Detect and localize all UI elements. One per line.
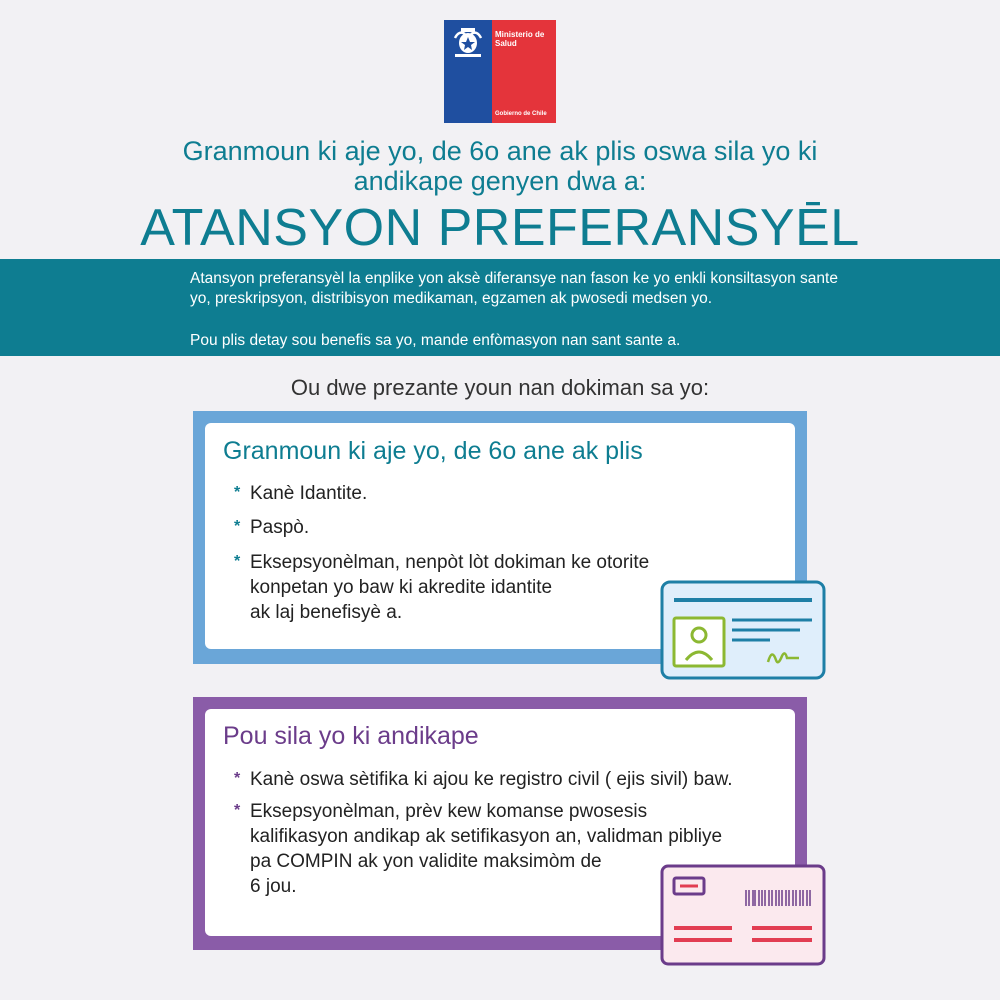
list-item: Kanè Idantite. — [250, 483, 368, 504]
bullet-icon: * — [234, 553, 241, 570]
bullet-icon: * — [234, 518, 241, 535]
bullet-icon: * — [234, 802, 241, 819]
info-paragraph: Atansyon preferansyèl la enplike yon aksè diferansye nan fason ke yo enkli konsiltasyon sante yo, preskripsyon, distribisyon medikaman, egzamen ak pwosedi medsen yo. — [190, 270, 838, 307]
documents-intro: Ou dwe prezante youn nan dokiman sa yo: — [290, 375, 710, 400]
ministry-logo — [444, 20, 556, 123]
certificate-icon — [660, 864, 826, 966]
bullet-icon: * — [234, 484, 241, 501]
logo-ministry-text: Ministerio de Salud — [495, 30, 545, 48]
disabled-box-title: Pou sila yo ki andikape — [223, 722, 479, 750]
logo-government-text: Gobierno de Chile — [495, 111, 547, 117]
info-band — [0, 259, 1000, 356]
info-paragraph-details: Pou plis detay sou benefis sa yo, mande enfòmasyon nan sant sante a. — [190, 332, 681, 349]
list-item: Eksepsyonèlman, prèv kew komanse pwosesis — [250, 801, 648, 822]
page-subtitle: Granmoun ki aje yo, de 6o ane ak plis oswa sila yo ki andikape genyen dwa a: — [182, 136, 818, 196]
id-card-icon — [660, 580, 826, 680]
list-item: Eksepsyonèlman, nenpòt lòt dokiman ke otorite — [250, 552, 650, 573]
list-item-continuation: ak laj benefisyè a. — [250, 602, 403, 623]
list-item-continuation: 6 jou. — [250, 876, 297, 897]
list-item: Paspò. — [250, 517, 310, 538]
bullet-icon: * — [234, 770, 241, 787]
list-item-continuation: konpetan yo baw ki akredite idantite — [250, 577, 553, 598]
list-item-continuation: kalifikasyon andikap ak setifikasyon an, validman pibliye — [250, 826, 723, 847]
chile-coat-of-arms-icon — [449, 24, 487, 60]
elderly-box-title: Granmoun ki aje yo, de 6o ane ak plis — [223, 437, 643, 465]
list-item-continuation: pa COMPIN ak yon validite maksimòm de — [250, 851, 602, 872]
page-title: ATANSYON PREFERANSYĒL — [140, 199, 860, 257]
list-item: Kanè oswa sètifika ki ajou ke registro civil ( ejis sivil) baw. — [250, 769, 733, 790]
